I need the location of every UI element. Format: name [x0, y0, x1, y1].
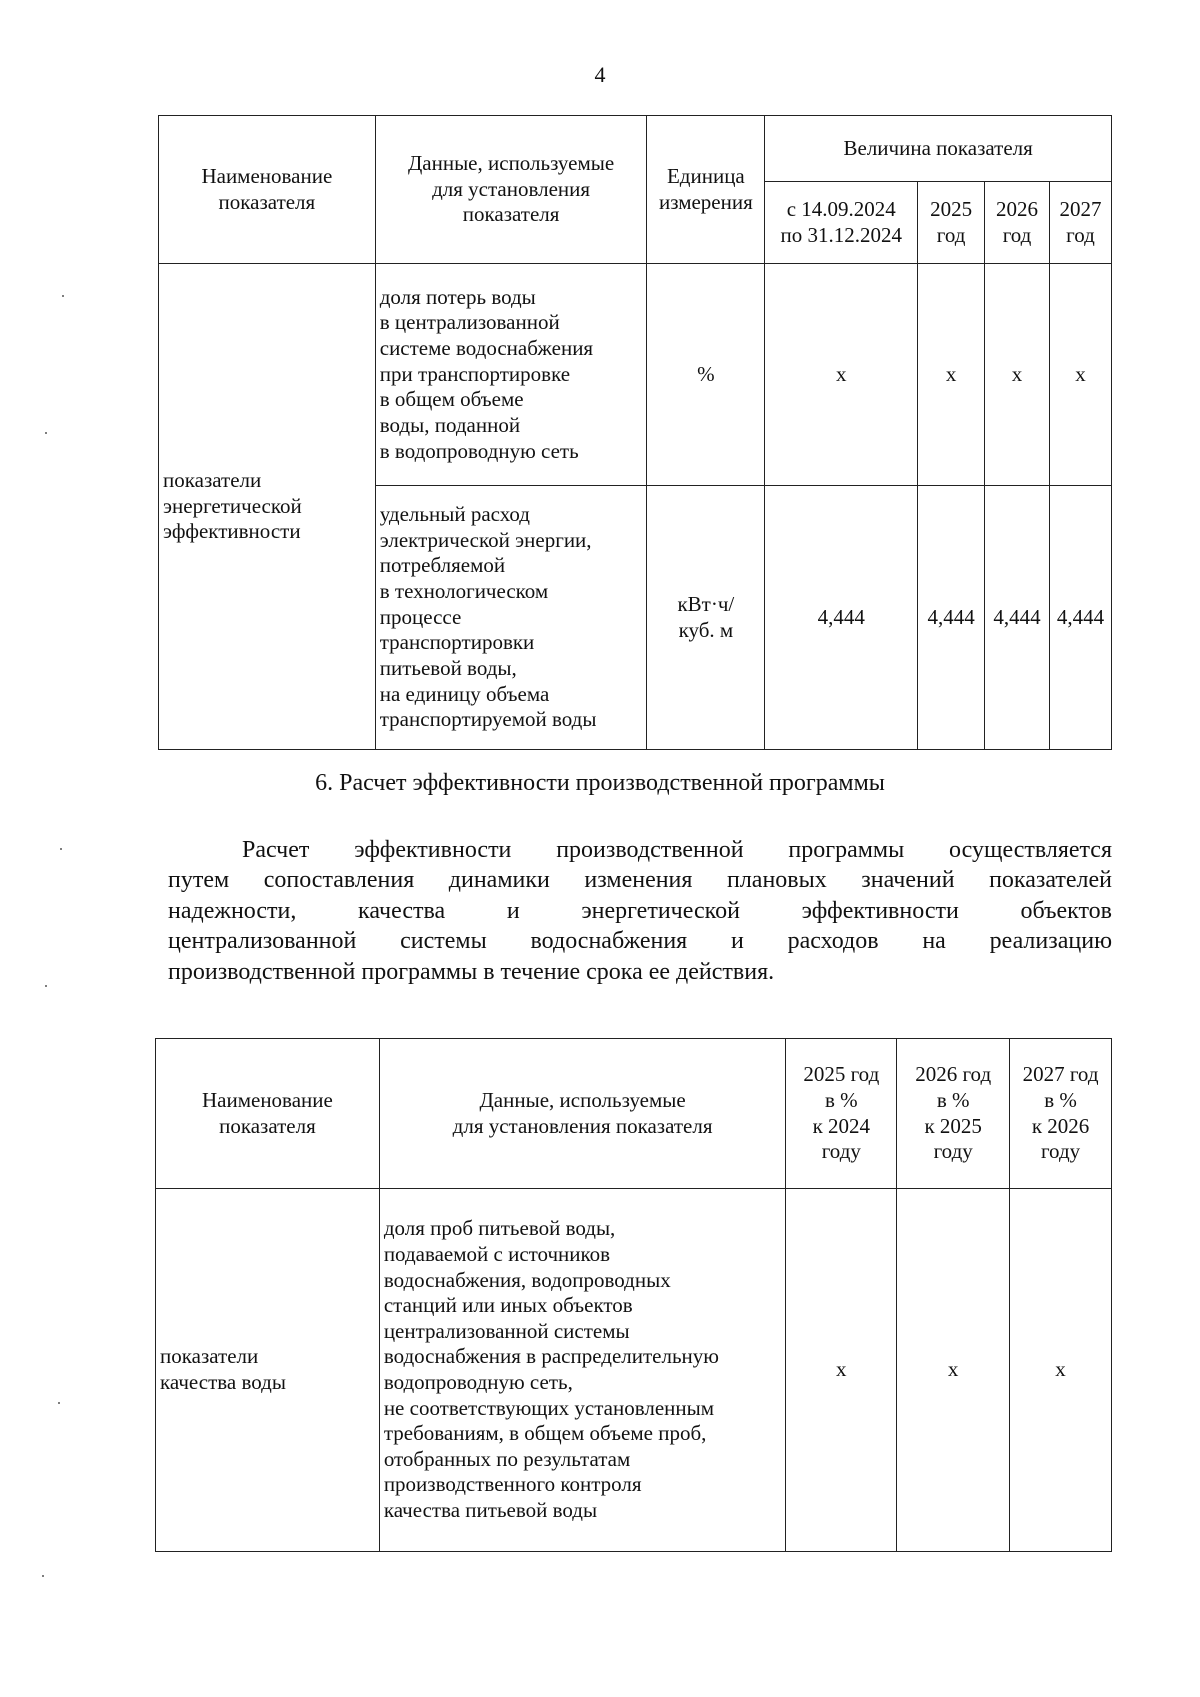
- row-value-2027: х: [1050, 264, 1112, 486]
- section-paragraph: [168, 835, 1112, 987]
- header-indicator-name: Наименование показателя: [159, 116, 376, 264]
- page-number: 4: [594, 62, 606, 87]
- row-value-2027: х: [1010, 1189, 1112, 1552]
- row-value-period: х: [765, 264, 918, 486]
- paragraph-line: путем сопоставления динамики изменения плановых значений показателей: [168, 867, 1112, 894]
- row-name-water-quality: показатели качества воды: [156, 1189, 380, 1552]
- scan-speck: [45, 432, 47, 434]
- row-data-electricity: удельный расход электрической энергии, потребляемой в технологическом процессе транспортировки питьевой воды, на единицу объема транспортируемой воды: [375, 486, 647, 750]
- section-title: 6. Расчет эффективности производственной программы: [315, 770, 885, 796]
- indicators-table: [158, 115, 1112, 750]
- row-value-2026: х: [897, 1189, 1010, 1552]
- paragraph-line: централизованной системы водоснабжения и расходов на реализацию: [168, 928, 1112, 955]
- paragraph-line: Расчет эффективности производственной программы осуществляется: [242, 837, 1112, 863]
- header-source-data: Данные, используемые для установления показателя: [379, 1039, 786, 1189]
- row-value-2027: 4,444: [1050, 486, 1112, 750]
- paragraph-line: производственной программы в течение срока ее действия.: [168, 958, 775, 985]
- row-data-water-loss: доля потерь воды в централизованной системе водоснабжения при транспортировке в общем объеме воды, поданной в водопроводную сеть: [375, 264, 647, 486]
- row-data-water-samples: доля проб питьевой воды, подаваемой с источников водоснабжения, водопроводных станций или иных объектов централизованной системы водоснабжения в распределительную водопроводную сеть, не соответствующих установленным требованиям, в общем объеме проб, отобранных по результатам производственного контроля качества питьевой воды: [379, 1189, 786, 1552]
- scan-speck: [58, 1402, 60, 1404]
- header-year-2025: 2025 год: [918, 182, 985, 264]
- header-source-data: Данные, используемые для установления показателя: [375, 116, 647, 264]
- header-year-2026: 2026 год: [985, 182, 1050, 264]
- header-value-group: Величина показателя: [765, 116, 1112, 182]
- row-value-2026: х: [985, 264, 1050, 486]
- row-value-2025: х: [786, 1189, 897, 1552]
- header-year-2027: 2027 год в % к 2026 году: [1010, 1039, 1112, 1189]
- scan-speck: [45, 985, 47, 987]
- scan-speck: [60, 848, 62, 850]
- scan-speck: [62, 295, 64, 297]
- header-year-2026: 2026 год в % к 2025 году: [897, 1039, 1010, 1189]
- row-value-period: 4,444: [765, 486, 918, 750]
- header-indicator-name: Наименование показателя: [156, 1039, 380, 1189]
- row-value-2025: х: [918, 264, 985, 486]
- table-row: [159, 264, 1112, 486]
- row-value-2025: 4,444: [918, 486, 985, 750]
- table-row: [156, 1189, 1112, 1552]
- header-period-2024: с 14.09.2024 по 31.12.2024: [765, 182, 918, 264]
- scan-speck: [42, 1575, 44, 1577]
- efficiency-table: [155, 1038, 1112, 1552]
- header-year-2025: 2025 год в % к 2024 году: [786, 1039, 897, 1189]
- header-unit: Единица измерения: [647, 116, 765, 264]
- row-value-2026: 4,444: [985, 486, 1050, 750]
- paragraph-line: надежности, качества и энергетической эффективности объектов: [168, 897, 1112, 924]
- row-unit: %: [647, 264, 765, 486]
- group-name-energy-efficiency: показатели энергетической эффективности: [159, 264, 376, 750]
- row-unit: кВт·ч/ куб. м: [647, 486, 765, 750]
- header-year-2027: 2027 год: [1050, 182, 1112, 264]
